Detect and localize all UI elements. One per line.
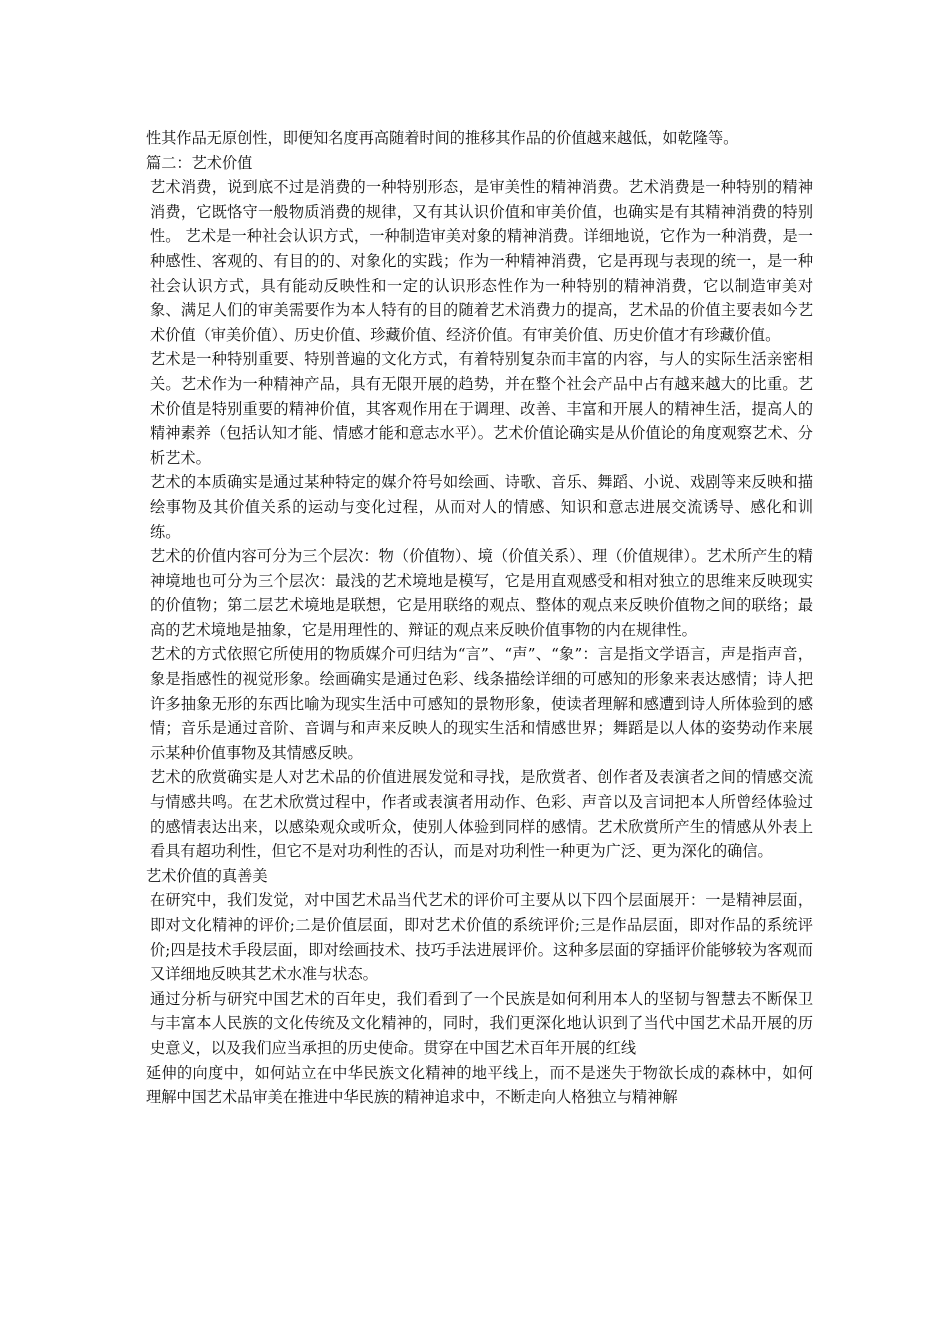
- paragraph-art-appreciation: 艺术的欣赏确实是人对艺术品的价值进展发觉和寻找，是欣赏者、创作者及表演者之间的情感交流与情感共鸣。在艺术欣赏过程中，作者或表演者用动作、色彩、声音以及言词把本人所曾经体验过的感情表达出来，以感染观众或听众，使别人体验到同样的感情。艺术欣赏所产生的情感从外表上看具有超功利性，但它不是对功利性的否认，而是对功利性一种更为广泛、更为深化的确信。: [150, 768, 813, 861]
- paragraph-intro-continuation: 性其作品无原创性，即便知名度再高随着时间的推移其作品的价值越来越低，如乾隆等。: [146, 129, 739, 147]
- paragraph-extension: 延伸的向度中，如何站立在中华民族文化精神的地平线上，而不是迷失于物欲长成的森林中，如何理解中国艺术品审美在推进中华民族的精神追求中，不断走向人格独立与精神解: [146, 1063, 813, 1107]
- paragraph-century-history: 通过分析与研究中国艺术的百年史，我们看到了一个民族是如何利用本人的坚韧与智慧去不断保卫与丰富本人民族的文化传统及文化精神的，同时，我们更深化地认识到了当代中国艺术品开展的历史意义，以及我们应当承担的历史使命。贯穿在中国艺术百年开展的红线: [150, 989, 813, 1057]
- section-heading-truth-goodness-beauty: 艺术价值的真善美: [146, 866, 268, 885]
- paragraph-value-levels: 艺术的价值内容可分为三个层次：物（价值物）、境（价值关系）、理（价值规律）。艺术所产生的精神境地也可分为三个层次：最浅的艺术境地是模写，它是用直观感受和相对独立的思维来反映现实的价值物；第二层艺术境地是联想，它是用联络的观点、整体的观点来反映价值物之间的联络；最高的艺术境地是抽象，它是用理性的、辩证的观点来反映价值事物的内在规律性。: [150, 547, 813, 639]
- document-page: [146, 126, 813, 1110]
- paragraph-art-consumption: 艺术消费，说到底不过是消费的一种特别形态，是审美性的精神消费。艺术消费是一种特别的精神消费，它既恪守一般物质消费的规律，又有其认识价值和审美价值，也确实是有其精神消费的特别性。 艺术是一种社会认识方式，一种制造审美对象的精神消费。详细地说，它作为一种消费，是一种感性、客观的、有目的的、对象化的实践；作为一种精神消费，它是再现与表现的统一，是一种社会认识方式，具有能动反映性和一定的认识形态性作为一种特别的精神消费，它以制造审美对象、满足人们的审美需要作为本人特有的目的随着艺术消费力的提高，艺术品的价值主要表如今艺术价值（审美价值）、历史价值、珍藏价值、经济价值。有审美价值、历史价值才有珍藏价值。: [150, 178, 813, 344]
- paragraph-art-essence: 艺术的本质确实是通过某种特定的媒介符号如绘画、诗歌、音乐、舞蹈、小说、戏剧等来反映和描绘事物及其价值关系的运动与变化过程，从而对人的情感、知识和意志进展交流诱导、感化和训练。: [150, 473, 813, 541]
- paragraph-art-media: 艺术的方式依照它所使用的物质媒介可归结为“言”、“声”、“象”：言是指文学语言，声是指声音，象是指感性的视觉形象。绘画确实是通过色彩、线条描绘详细的可感知的形象来表达感情；诗人把许多抽象无形的东西比喻为现实生活中可感知的景物形象，使读者理解和感遭到诗人所体验到的感情；音乐是通过音阶、音调与和声来反映人的现实生活和情感世界；舞蹈是以人体的姿势动作来展示某种价值事物及其情感反映。: [150, 645, 813, 762]
- section-heading-art-value: 篇二：艺术价值: [146, 153, 253, 172]
- paragraph-art-culture-form: 艺术是一种特别重要、特别普遍的文化方式，有着特别复杂而丰富的内容，与人的实际生活亲密相关。艺术作为一种精神产品，具有无限开展的趋势，并在整个社会产品中占有越来越大的比重。艺术价值是特别重要的精神价值，其客观作用在于调理、改善、丰富和开展人的精神生活，提高人的精神素养（包括认知才能、情感才能和意志水平）。艺术价值论确实是从价值论的角度观察艺术、分析艺术。: [150, 350, 813, 467]
- paragraph-evaluation-levels: 在研究中，我们发觉，对中国艺术品当代艺术的评价可主要从以下四个层面展开：一是精神层面，即对文化精神的评价;二是价值层面，即对艺术价值的系统评价;三是作品层面，即对作品的系统评价;四是技术手段层面，即对绘画技术、技巧手法进展评价。这种多层面的穿插评价能够较为客观而又详细地反映其艺术水准与状态。: [150, 891, 813, 984]
